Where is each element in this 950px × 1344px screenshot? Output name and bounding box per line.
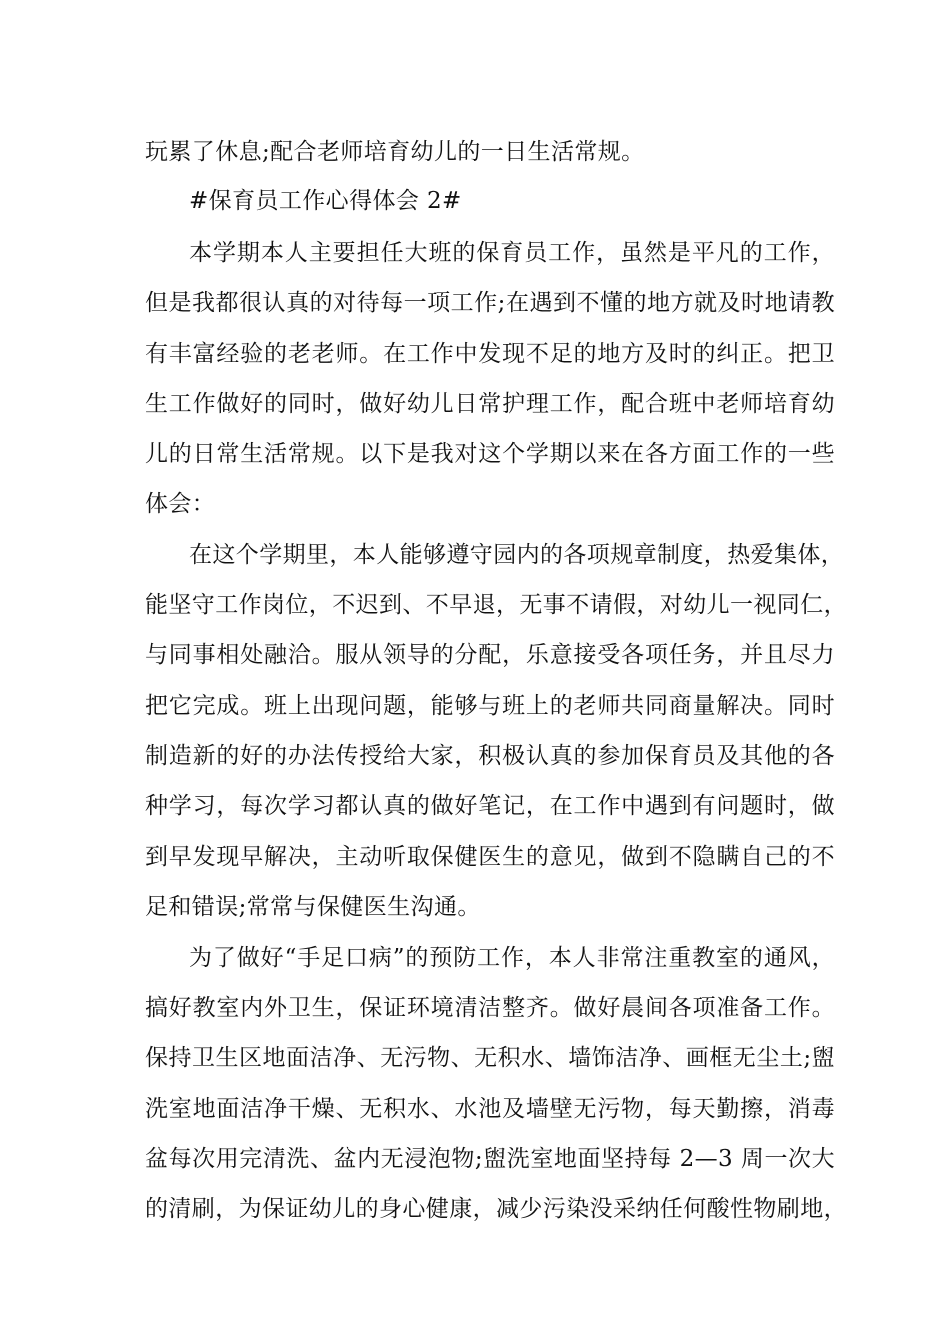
section-heading: #保育员工作心得体会 2# bbox=[189, 188, 462, 214]
text-line: 本学期本人主要担任大班的保育员工作，虽然是平凡的工作， bbox=[189, 240, 835, 266]
text-line: 搞好教室内外卫生，保证环境清洁整齐。做好晨间各项准备工作。 bbox=[145, 995, 835, 1021]
text-line: 洗室地面洁净干燥、无积水、水池及墙壁无污物，每天勤擦，消毒 bbox=[145, 1096, 835, 1122]
text-line: 保持卫生区地面洁净、无污物、无积水、墙饰洁净、画框无尘土;盥 bbox=[145, 1045, 835, 1071]
text-line: 与同事相处融洽。服从领导的分配，乐意接受各项任务，并且尽力 bbox=[145, 642, 835, 668]
text-line: 盆每次用完清洗、盆内无浸泡物;盥洗室地面坚持每 2—3 周一次大 bbox=[145, 1146, 835, 1172]
text-line: 有丰富经验的老老师。在工作中发现不足的地方及时的纠正。把卫 bbox=[145, 341, 835, 367]
text-line: 在这个学期里，本人能够遵守园内的各项规章制度，热爱集体， bbox=[189, 542, 845, 568]
text-line: 制造新的好的办法传授给大家，积极认真的参加保育员及其他的各 bbox=[145, 743, 835, 769]
text-line: 把它完成。班上出现问题，能够与班上的老师共同商量解决。同时 bbox=[145, 693, 835, 719]
text-line: 到早发现早解决，主动听取保健医生的意见，做到不隐瞒自己的不 bbox=[145, 844, 835, 870]
text-line: 生工作做好的同时，做好幼儿日常护理工作，配合班中老师培育幼 bbox=[145, 391, 835, 417]
text-line: 玩累了休息;配合老师培育幼儿的一日生活常规。 bbox=[145, 139, 645, 165]
text-line: 儿的日常生活常规。以下是我对这个学期以来在各方面工作的一些 bbox=[145, 441, 835, 467]
text-line: 为了做好“手足口病”的预防工作，本人非常注重教室的通风， bbox=[189, 945, 835, 971]
text-line: 足和错误;常常与保健医生沟通。 bbox=[145, 894, 481, 920]
text-line: 能坚守工作岗位，不迟到、不早退，无事不请假，对幼儿一视同仁， bbox=[145, 592, 847, 618]
text-line: 种学习，每次学习都认真的做好笔记，在工作中遇到有问题时，做 bbox=[145, 793, 835, 819]
text-line: 但是我都很认真的对待每一项工作;在遇到不懂的地方就及时地请教 bbox=[145, 290, 835, 316]
text-line: 体会： bbox=[145, 491, 216, 517]
text-line: 的清刷，为保证幼儿的身心健康，减少污染没采纳任何酸性物刷地， bbox=[145, 1196, 847, 1222]
